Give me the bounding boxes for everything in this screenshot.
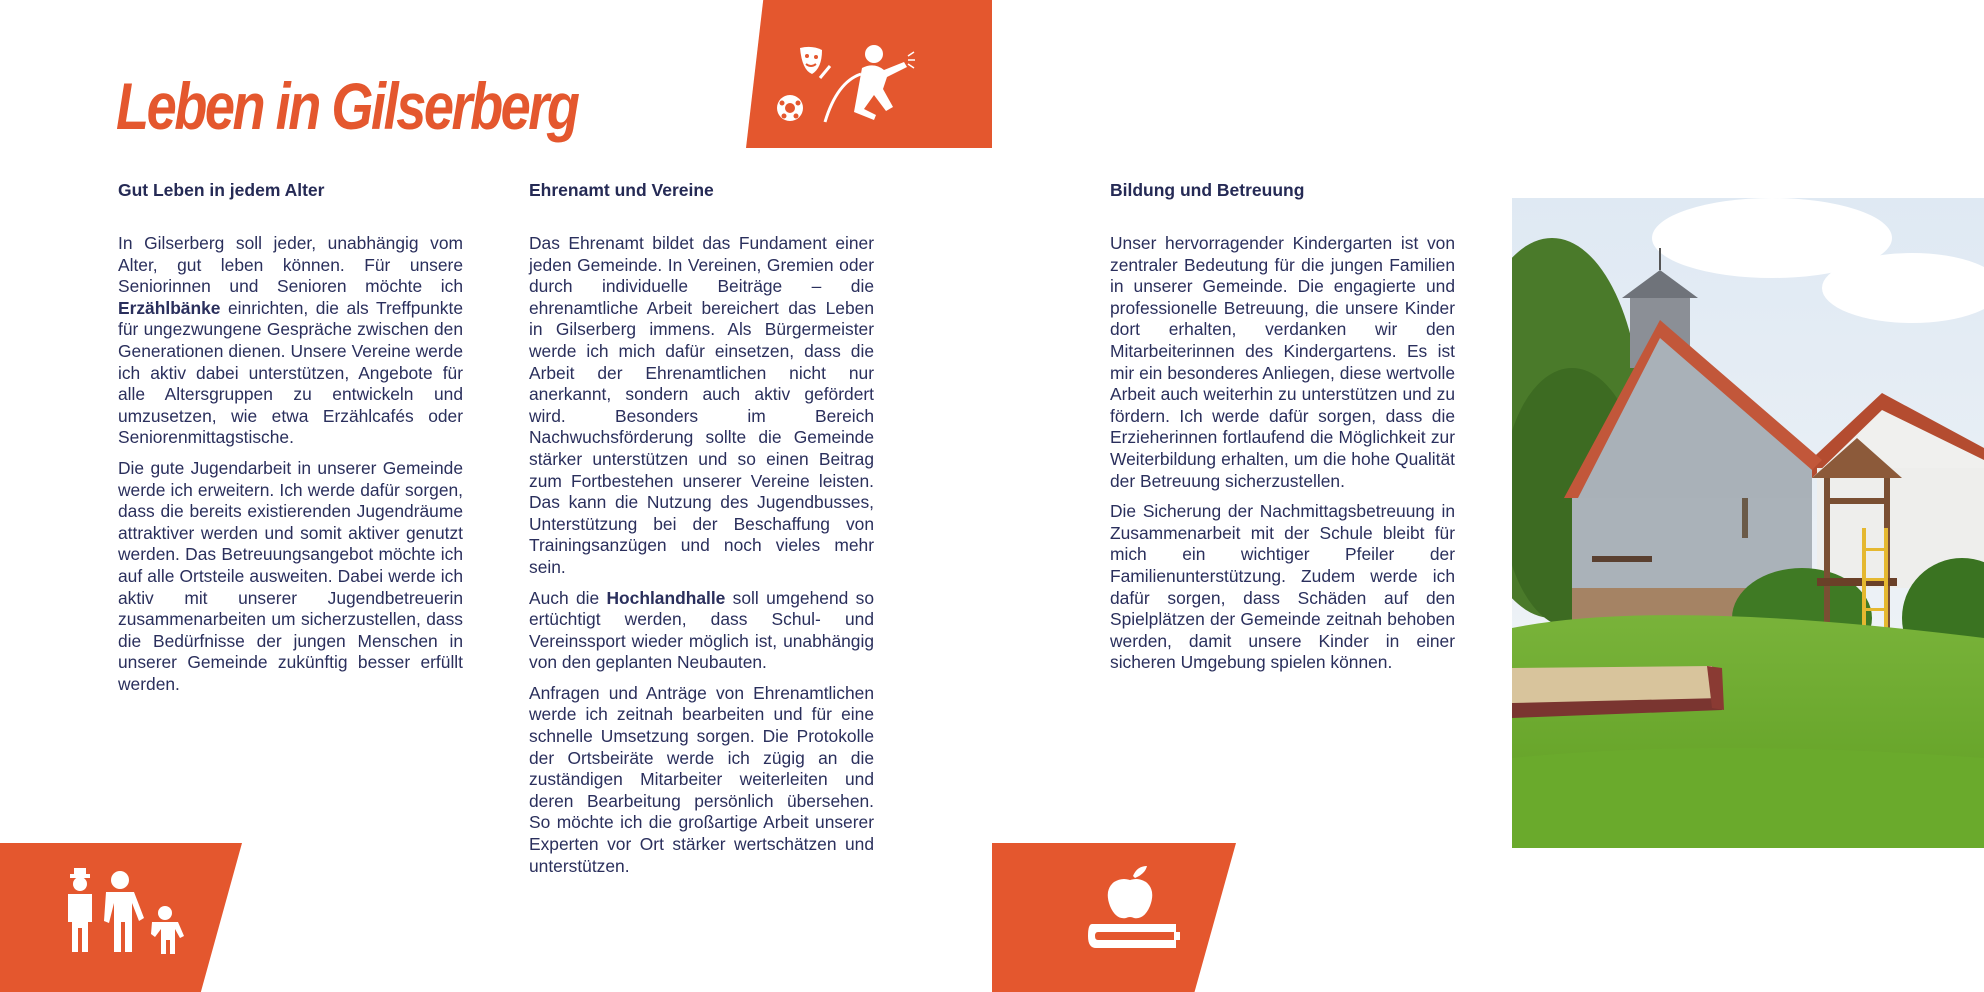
paragraph: Unser hervorragender Kindergarten ist von zentraler Bedeutung für die jungen Familien in unserer Gemeinde. Die engagierte und professionelle Betreuung, die unsere Kinder dort erhalten, verdanken wir den Mitarbeiterinnen des Kindergartens. Es ist mir ein besonderes Anliegen, diese wertvolle Arbeit auch weiterhin zu unterstützen und zu fördern. Ich werde dafür sorgen, dass die Erzieherinnen fortlaufend die Möglichkeit zur Weiterbildung erhalten, um die hohe Qualität der Betreuung sicherzustellen.: [1110, 233, 1455, 491]
theater-sports-icon: [770, 40, 920, 130]
paragraph: Die Sicherung der Nachmittagsbetreuung in Zusammenarbeit mit der Schule bleibt für mich ein wichtiger Pfeiler der Familienunterstützung. Zudem werde ich dafür sorgen, dass Schäden auf den Spielplätzen der Gemeinde zeitnah behoben werden, damit unsere Kinder in einer sicheren Umgebung spielen können.: [1110, 501, 1455, 673]
page-title: Leben in Gilserberg: [116, 69, 578, 143]
paragraph: Anfragen und Anträge von Ehrenamtlichen werde ich zeitnah bearbeiten und für eine schnelle Umsetzung sorgen. Die Protokolle der Ortsbeiräte werde ich zügig an die zuständigen Mitarbeiter weiterleiten und deren Bearbeitung persönlich übersehen. So möchte ich die großartige Arbeit unserer Experten vor Ort stärker wertschätzen und unterstützen.: [529, 682, 874, 876]
paragraph: Auch die Hochlandhalle soll umgehend so ertüchtigt werden, dass Schul- und Vereinssport wieder möglich ist, unabhängig von den geplanten Neubauten.: [529, 587, 874, 673]
paragraph: Das Ehrenamt bildet das Fundament einer jeden Gemeinde. In Vereinen, Gremien oder durch individuelle Beiträge – die ehrenamtliche Arbeit bereichert das Leben in Gilserberg immens. Als Bürgermeister werde ich mich dafür einsetzen, dass die Arbeit der Ehrenamtlichen nicht nur anerkannt, sondern auch aktiv gefördert wird. Besonders im Bereich Nachwuchsförderung sollte die Gemeinde stärker unterstützen und so einen Beitrag zum Fortbestehen unserer Vereine leisten. Das kann die Nutzung des Jugendbusses, Unterstützung bei der Beschaffung von Trainingsanzügen und noch vieles mehr sein.: [529, 233, 874, 577]
playground-illustration: [1512, 198, 1984, 848]
section-heading-ehrenamt: Ehrenamt und Vereine: [529, 180, 714, 200]
section-heading-bildung: Bildung und Betreuung: [1110, 180, 1305, 200]
family-icon: [64, 868, 189, 954]
paragraph: Die gute Jugendarbeit in unserer Gemeinde werde ich erweitern. Ich werde dafür sorgen, dass die bereits existierenden Jugendräume attraktiver werden und somit aktiver genutzt werden. Das Betreuungsangebot möchte ich auf alle Ortsteile ausweiten. Dabei werde ich aktiv mit unserer Jugendbetreuerin zusammenarbeiten um sicherzustellen, dass die Bedürfnisse der jungen Menschen in unserer Gemeinde zukünftig besser erfüllt werden.: [118, 457, 463, 694]
paragraph: In Gilserberg soll jeder, unabhängig vom Alter, gut leben können. Für unsere Seniorinnen und Senioren möchte ich Erzählbänke einrichten, die als Treffpunkte für ungezwungene Gespräche zwischen den Generationen dienen. Unsere Vereine werde ich aktiv dabei unterstützen, Angebote für alle Altersgruppen zu entwickeln und umzusetzen, wie etwa Erzählcafés oder Seniorenmittagstische.: [118, 233, 463, 448]
highlight-term: Hochlandhalle: [606, 587, 726, 608]
section-heading-alter: Gut Leben in jedem Alter: [118, 180, 325, 200]
highlight-term: Erzählbänke: [118, 297, 221, 318]
section-body-alter: [118, 233, 463, 704]
playground-photo: [1512, 198, 1984, 848]
section-body-ehrenamt: [529, 233, 874, 886]
section-body-bildung: [1110, 233, 1455, 683]
apple-book-icon: [1088, 864, 1184, 948]
